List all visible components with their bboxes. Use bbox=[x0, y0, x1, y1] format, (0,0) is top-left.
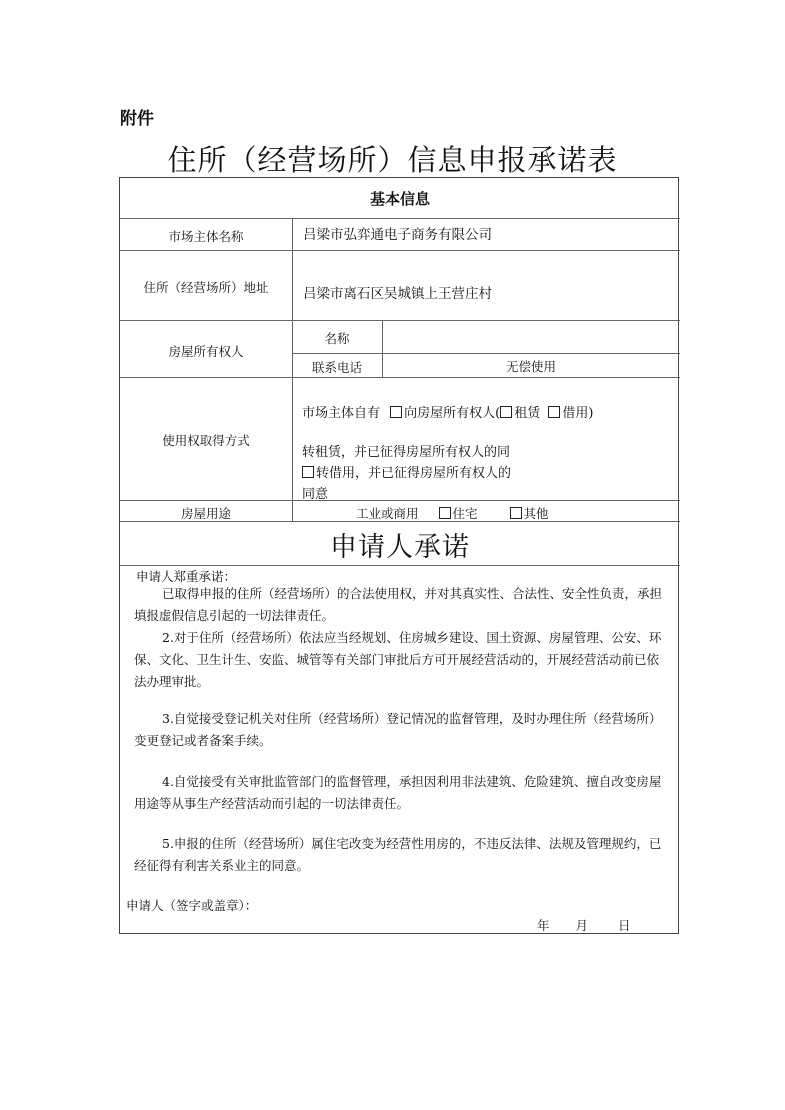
use-option-commercial: 工业或商用 bbox=[356, 506, 419, 521]
row-divider bbox=[292, 353, 680, 354]
checkbox-rent[interactable] bbox=[500, 406, 512, 418]
option-sublend: 转借用，并已征得房屋所有权人的 bbox=[302, 462, 511, 481]
row-divider bbox=[120, 250, 680, 251]
commitment-header: 申请人承诺 bbox=[330, 532, 470, 563]
use-option-residential: 住宅 bbox=[452, 506, 478, 521]
house-use-label: 房屋用途 bbox=[180, 506, 231, 521]
declaration-form bbox=[119, 177, 679, 934]
option-self-owned: 市场主体自有 bbox=[302, 406, 381, 421]
commitment-paragraph-3: 3.自觉接受登记机关对住所（经营场所）登记情况的监督管理，及时办理住所（经营场所）变更登记或者备案手续。 bbox=[134, 711, 662, 748]
checkbox-sublend[interactable] bbox=[302, 466, 314, 478]
subject-name-label: 市场主体名称 bbox=[168, 229, 244, 244]
right-of-use-options bbox=[302, 402, 593, 421]
row-divider bbox=[120, 500, 680, 501]
checkbox-borrow[interactable] bbox=[548, 406, 560, 418]
subject-name-value: 吕梁市弘弈通电子商务有限公司 bbox=[303, 227, 492, 243]
date-year: 年 bbox=[537, 918, 550, 933]
option-sublease: 转租赁，并已征得房屋所有权人的同 bbox=[302, 445, 511, 460]
commitment-paragraph-1: 已取得申报的住所（经营场所）的合法使用权，并对其真实性、合法性、安全性负责，承担填报虚假信息引起的一切法律责任。 bbox=[134, 586, 663, 623]
option-borrow: 借用) bbox=[562, 406, 594, 421]
commitment-intro: 申请人郑重承诺： bbox=[136, 569, 237, 584]
owner-phone-value: 无偿使用 bbox=[505, 359, 556, 374]
attachment-label: 附件 bbox=[120, 109, 154, 129]
row-divider bbox=[120, 565, 680, 566]
checkbox-owner[interactable] bbox=[390, 406, 402, 418]
row-divider bbox=[120, 377, 680, 378]
signature-date bbox=[537, 916, 631, 934]
right-of-use-label: 使用权取得方式 bbox=[162, 433, 250, 448]
row-divider bbox=[120, 218, 680, 219]
commitment-paragraph-5: 5.申报的住所（经营场所）属住宅改变为经营性用房的，不违反法律、法规及管理规约，已经征得有利害关系业主的同意。 bbox=[134, 836, 662, 873]
option-rent: 租赁 bbox=[514, 406, 541, 421]
owner-label: 房屋所有权人 bbox=[168, 344, 244, 359]
option-from-owner: 向房屋所有权人( bbox=[404, 406, 501, 421]
checkbox-other[interactable] bbox=[510, 507, 522, 519]
address-value: 吕梁市离石区吴城镇上王营庄村 bbox=[303, 286, 492, 302]
use-option-other: 其他 bbox=[523, 506, 549, 521]
option-consent: 同意 bbox=[302, 487, 329, 502]
form-title: 住所（经营场所）信息申报承诺表 bbox=[167, 143, 618, 177]
owner-name-label: 名称 bbox=[324, 331, 350, 346]
signature-label: 申请人（签字或盖章）： bbox=[126, 898, 258, 913]
checkbox-residential[interactable] bbox=[439, 507, 451, 519]
owner-phone-label: 联系电话 bbox=[311, 360, 362, 375]
house-use-options bbox=[356, 504, 549, 522]
basic-info-header: 基本信息 bbox=[369, 190, 430, 208]
address-label: 住所（经营场所）地址 bbox=[143, 280, 269, 295]
date-month: 月 bbox=[575, 918, 589, 933]
row-divider bbox=[120, 320, 680, 321]
commitment-paragraph-2: 2.对于住所（经营场所）依法应当经规划、住房城乡建设、国土资源、房屋管理、公安、环保、文化、卫生计生、安监、城管等有关部门审批后方可开展经营活动的，开展经营活动前已依法办理审批。 bbox=[134, 630, 662, 689]
date-day: 日 bbox=[618, 918, 631, 933]
commitment-paragraph-4: 4.自觉接受有关审批监管部门的监督管理，承担因利用非法建筑、危险建筑、擅自改变房屋用途等从事生产经营活动而引起的一切法律责任。 bbox=[134, 774, 662, 811]
